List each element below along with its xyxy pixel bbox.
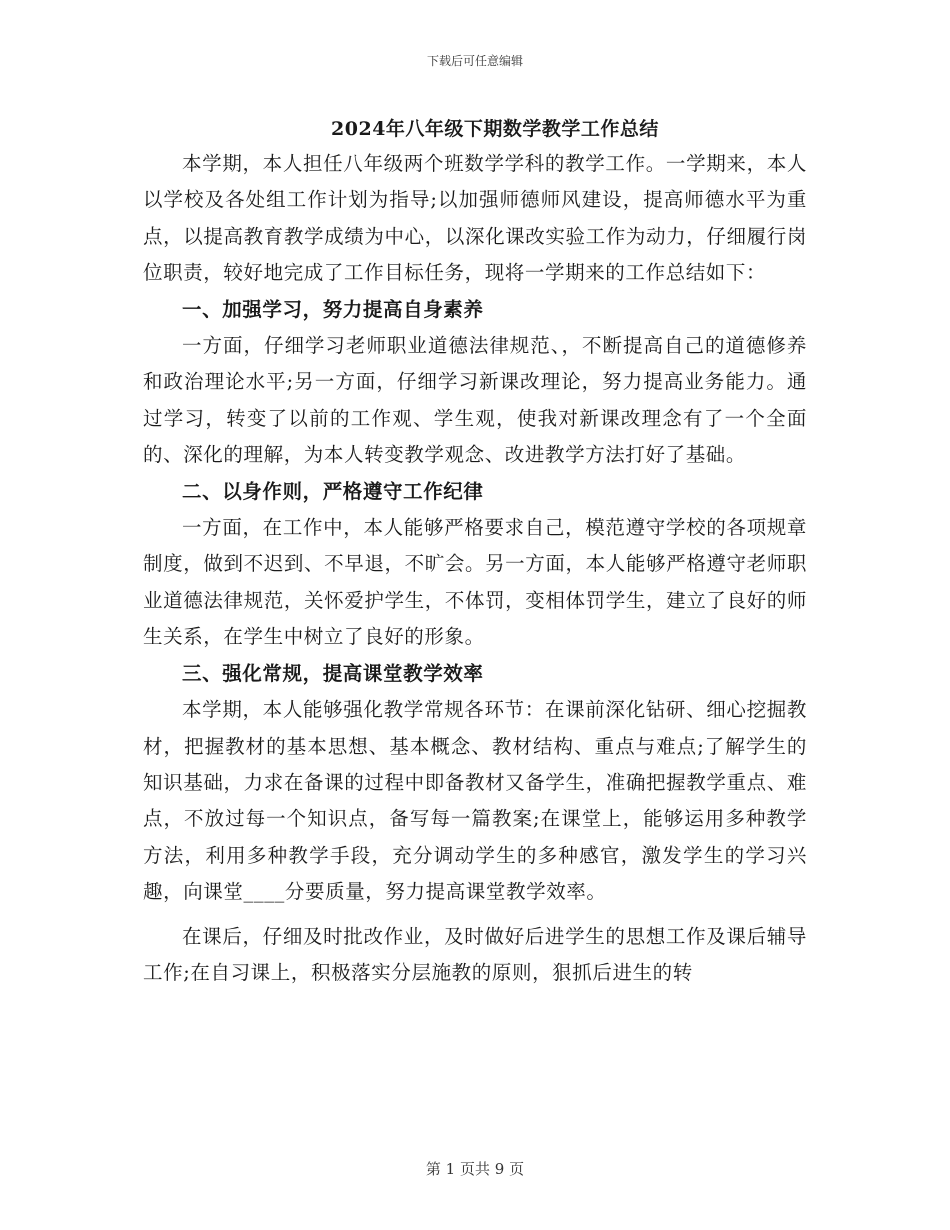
section-3-paragraph-1: 本学期，本人能够强化教学常规各环节：在课前深化钻研、细心挖掘教材，把握教材的基本思想、基本概念、教材结构、重点与难点;了解学生的知识基础，力求在备课的过程中即备教材又备学生，准确把握教学重点、难点，不放过每一个知识点，备写每一篇教案;在课堂上，能够运用多种教学方法，利用多种教学手段，充分调动学生的多种感官，激发学生的学习兴趣，向课堂____分要质量，努力提高课堂教学效率。 [143, 698, 807, 904]
intro-paragraph: 本学期，本人担任八年级两个班数学学科的教学工作。一学期来，本人以学校及各处组工作计划为指导;以加强师德师风建设，提高师德水平为重点，以提高教育教学成绩为中心，以深化课改实验工作为动力，仔细履行岗位职责，较好地完成了工作目标任务，现将一学期来的工作总结如下： [143, 152, 807, 285]
section-heading-1: 一、加强学习，努力提高自身素养 [182, 297, 484, 321]
document-body [143, 146, 807, 991]
section-heading-2: 二、以身作则，严格遵守工作纪律 [182, 479, 484, 503]
section-2-paragraph-1: 一方面，在工作中，本人能够严格要求自己，模范遵守学校的各项规章制度，做到不迟到、不早退，不旷会。另一方面，本人能够严格遵守老师职业道德法律规范，关怀爱护学生，不体罚，变相体罚学生，建立了良好的师生关系，在学生中树立了良好的形象。 [143, 516, 807, 649]
page-number: 第 1 页共 9 页 [425, 1160, 525, 1178]
section-1-paragraph-1: 一方面，仔细学习老师职业道德法律规范、，不断提高自己的道德修养和政治理论水平;另一方面，仔细学习新课改理论，努力提高业务能力。通过学习，转变了以前的工作观、学生观，使我对新课改理念有了一个全面的、深化的理解，为本人转变教学观念、改进教学方法打好了基础。 [143, 334, 807, 467]
section-3-paragraph-2: 在课后，仔细及时批改作业，及时做好后进学生的思想工作及课后辅导工作;在自习课上，积极落实分层施教的原则，狠抓后进生的转 [143, 924, 807, 984]
download-editable-note: 下载后可任意编辑 [426, 54, 523, 68]
document-title: 2024年八年级下期数学教学工作总结 [331, 118, 659, 140]
section-heading-3: 三、强化常规，提高课堂教学效率 [182, 661, 484, 685]
